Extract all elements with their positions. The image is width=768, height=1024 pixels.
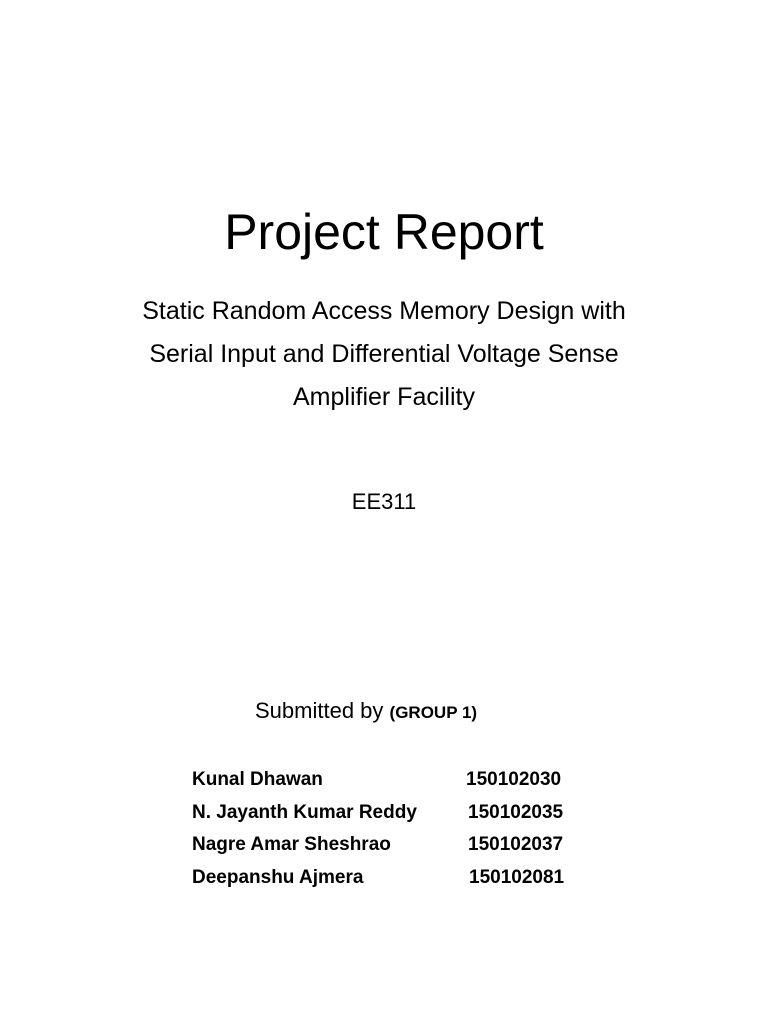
submitted-by (255, 694, 477, 730)
report-title: Project Report (224, 204, 544, 260)
member-name: Deepanshu Ajmera (192, 866, 364, 888)
report-subtitle (84, 290, 684, 419)
member-name: N. Jayanth Kumar Reddy (192, 801, 417, 823)
subtitle-line: Serial Input and Differential Voltage Sense (149, 340, 619, 368)
subtitle-line: Static Random Access Memory Design with (142, 297, 626, 325)
member-row (192, 797, 612, 830)
member-roll-number: 150102081 (469, 866, 565, 888)
course-code: EE311 (351, 489, 417, 514)
member-name: Nagre Amar Sheshrao (192, 834, 391, 855)
subtitle-line: Amplifier Facility (293, 383, 475, 411)
member-name: Kunal Dhawan (192, 769, 323, 790)
member-roll-number: 150102035 (468, 801, 564, 823)
member-roll-number: 150102037 (468, 834, 564, 855)
group-label: (GROUP 1) (389, 703, 478, 722)
member-row (192, 764, 612, 797)
member-row (192, 829, 612, 862)
member-row (192, 862, 612, 895)
submitted-by-label: Submitted by (255, 698, 384, 723)
member-roll-number: 150102030 (466, 769, 562, 790)
member-list (192, 764, 612, 894)
